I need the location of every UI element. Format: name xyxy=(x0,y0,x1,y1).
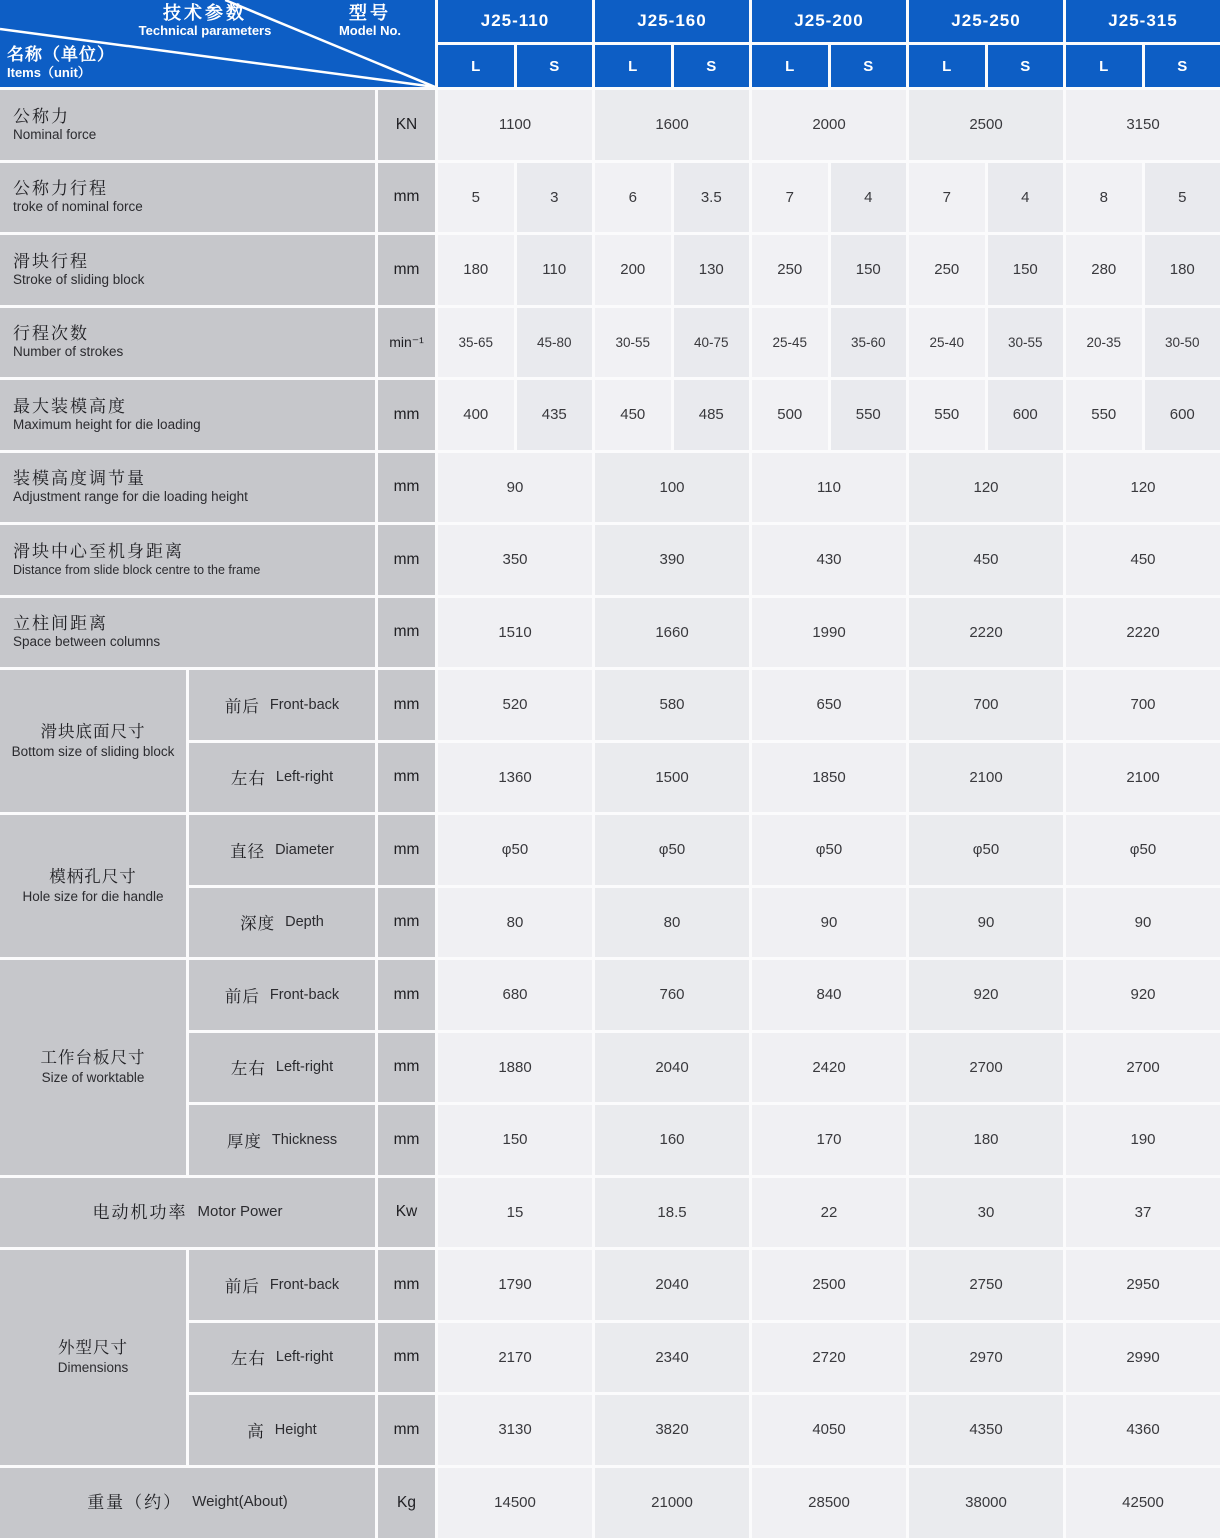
group-label-en: Hole size for die handle xyxy=(22,888,164,904)
value-cell: 18.5 xyxy=(595,1178,749,1248)
row-label-en: Adjustment range for die loading height xyxy=(13,489,248,505)
value-cell: 28500 xyxy=(752,1468,906,1538)
value-cell: 180 xyxy=(909,1105,1063,1175)
value-cell: 390 xyxy=(595,525,749,595)
value-cell: 3150 xyxy=(1066,90,1220,160)
model-no-zh: 型号 xyxy=(349,3,391,23)
row-sublabel-zh: 直径 xyxy=(230,842,266,861)
value-cell: 600 xyxy=(988,380,1064,450)
row-label-zh: 电动机功率 xyxy=(92,1202,188,1222)
row-sublabel-en: Thickness xyxy=(271,1131,338,1148)
row-label xyxy=(0,1468,375,1538)
value-cell: 20-35 xyxy=(1066,308,1142,378)
group-label-en: Bottom size of sliding block xyxy=(11,743,175,759)
value-cell: 4050 xyxy=(752,1395,906,1465)
row-label xyxy=(0,1178,375,1248)
unit-cell: mm xyxy=(378,1250,435,1320)
corner-items-unit xyxy=(7,45,115,81)
unit-cell: mm xyxy=(378,670,435,740)
unit-cell: mm xyxy=(378,453,435,523)
value-cell: 250 xyxy=(752,235,828,305)
technical-parameters-zh: 技术参数 xyxy=(163,3,247,23)
row-label-en: Number of strokes xyxy=(13,344,124,360)
unit-cell: KN xyxy=(378,90,435,160)
value-cell: 2720 xyxy=(752,1323,906,1393)
value-cell: 1500 xyxy=(595,743,749,813)
row-label-en: Weight(About) xyxy=(192,1493,288,1511)
group-label-en: Dimensions xyxy=(57,1360,129,1376)
row-sublabel xyxy=(189,888,375,958)
row-sublabel xyxy=(189,743,375,813)
value-cell: 760 xyxy=(595,960,749,1030)
value-cell: 2040 xyxy=(595,1250,749,1320)
value-cell: 280 xyxy=(1066,235,1142,305)
row-label-zh: 滑块中心至机身距离 xyxy=(13,542,184,562)
value-cell: 120 xyxy=(909,453,1063,523)
row-sublabel-en: Left-right xyxy=(275,1059,334,1076)
value-cell: 200 xyxy=(595,235,671,305)
unit-cell: mm xyxy=(378,1323,435,1393)
value-cell: 1790 xyxy=(438,1250,592,1320)
value-cell: 90 xyxy=(752,888,906,958)
value-cell: 435 xyxy=(517,380,593,450)
value-cell: 30-50 xyxy=(1145,308,1220,378)
row-label xyxy=(0,525,375,595)
row-sublabel xyxy=(189,1250,375,1320)
corner-model-no xyxy=(315,3,425,39)
unit-cell: mm xyxy=(378,380,435,450)
row-sublabel-zh: 左右 xyxy=(230,1060,266,1079)
value-cell: 150 xyxy=(988,235,1064,305)
value-cell: 2750 xyxy=(909,1250,1063,1320)
value-cell: 920 xyxy=(1066,960,1220,1030)
value-cell: 21000 xyxy=(595,1468,749,1538)
value-cell: 450 xyxy=(909,525,1063,595)
value-cell: 2100 xyxy=(1066,743,1220,813)
column-header-model: J25-315 xyxy=(1066,0,1220,42)
value-cell: 35-65 xyxy=(438,308,514,378)
value-cell: 30-55 xyxy=(988,308,1064,378)
value-cell: 2420 xyxy=(752,1033,906,1103)
value-cell: 650 xyxy=(752,670,906,740)
unit-cell: mm xyxy=(378,960,435,1030)
row-sublabel-zh: 前后 xyxy=(224,697,260,716)
unit-cell: mm xyxy=(378,163,435,233)
unit-cell: mm xyxy=(378,888,435,958)
value-cell: 170 xyxy=(752,1105,906,1175)
row-label xyxy=(0,90,375,160)
value-cell: 90 xyxy=(438,453,592,523)
value-cell: 3 xyxy=(517,163,593,233)
unit-cell: mm xyxy=(378,743,435,813)
row-label-zh: 行程次数 xyxy=(13,324,89,344)
value-cell: 550 xyxy=(1066,380,1142,450)
value-cell: 2220 xyxy=(1066,598,1220,668)
value-cell: 37 xyxy=(1066,1178,1220,1248)
row-label-zh: 重量（约） xyxy=(87,1493,183,1513)
row-label xyxy=(0,380,375,450)
row-label xyxy=(0,235,375,305)
value-cell: 180 xyxy=(1145,235,1220,305)
row-sublabel-en: Diameter xyxy=(275,841,334,858)
value-cell: 500 xyxy=(752,380,828,450)
value-cell: φ50 xyxy=(909,815,1063,885)
row-label-en: Nominal force xyxy=(13,126,97,142)
value-cell: 920 xyxy=(909,960,1063,1030)
value-cell: 120 xyxy=(1066,453,1220,523)
group-label-zh: 模柄孔尺寸 xyxy=(49,867,137,886)
value-cell: 35-60 xyxy=(831,308,907,378)
value-cell: 80 xyxy=(438,888,592,958)
value-cell: 2500 xyxy=(909,90,1063,160)
row-sublabel xyxy=(189,1033,375,1103)
model-no-en: Model No. xyxy=(338,22,402,38)
unit-cell: mm xyxy=(378,1105,435,1175)
row-sublabel-zh: 前后 xyxy=(224,987,260,1006)
unit-cell: mm xyxy=(378,525,435,595)
value-cell: 110 xyxy=(517,235,593,305)
row-sublabel-en: Front-back xyxy=(269,696,340,713)
row-sublabel-en: Depth xyxy=(285,914,324,931)
value-cell: 30-55 xyxy=(595,308,671,378)
value-cell: 1880 xyxy=(438,1033,592,1103)
value-cell: 350 xyxy=(438,525,592,595)
value-cell: 2950 xyxy=(1066,1250,1220,1320)
row-sublabel-zh: 前后 xyxy=(224,1277,260,1296)
unit-cell: mm xyxy=(378,1033,435,1103)
technical-parameters-en: Technical parameters xyxy=(138,22,272,38)
row-label-zh: 立柱间距离 xyxy=(13,614,108,634)
value-cell: 250 xyxy=(909,235,985,305)
row-sublabel xyxy=(189,1395,375,1465)
group-label-en: Size of worktable xyxy=(41,1070,145,1086)
value-cell: 15 xyxy=(438,1178,592,1248)
row-label-en: Maximum height for die loading xyxy=(13,416,201,432)
value-cell: 90 xyxy=(909,888,1063,958)
row-sublabel-en: Front-back xyxy=(269,986,340,1003)
value-cell: 700 xyxy=(909,670,1063,740)
value-cell: 1660 xyxy=(595,598,749,668)
value-cell: 150 xyxy=(438,1105,592,1175)
value-cell: 22 xyxy=(752,1178,906,1248)
items-unit-zh: 名称（单位） xyxy=(7,45,115,64)
row-label-zh: 公称力 xyxy=(13,106,70,126)
row-sublabel-zh: 厚度 xyxy=(226,1132,262,1151)
row-label-en: Motor Power xyxy=(197,1202,283,1220)
value-cell: 5 xyxy=(1145,163,1220,233)
value-cell: 485 xyxy=(674,380,750,450)
value-cell: 2340 xyxy=(595,1323,749,1393)
value-cell: 550 xyxy=(831,380,907,450)
value-cell: 160 xyxy=(595,1105,749,1175)
row-sublabel-zh: 深度 xyxy=(240,915,276,934)
value-cell: 1510 xyxy=(438,598,592,668)
row-label-zh: 装模高度调节量 xyxy=(13,469,146,489)
row-sublabel-zh: 高 xyxy=(247,1422,265,1441)
value-cell: 1850 xyxy=(752,743,906,813)
row-label-en: Space between columns xyxy=(13,634,161,650)
unit-cell: mm xyxy=(378,1395,435,1465)
value-cell: 4 xyxy=(831,163,907,233)
value-cell: 700 xyxy=(1066,670,1220,740)
value-cell: 100 xyxy=(595,453,749,523)
value-cell: 5 xyxy=(438,163,514,233)
column-header-ls: L xyxy=(752,45,828,87)
column-header-ls: S xyxy=(831,45,907,87)
row-sublabel-en: Left-right xyxy=(275,1349,334,1366)
row-sublabel xyxy=(189,1105,375,1175)
value-cell: 150 xyxy=(831,235,907,305)
column-header-ls: L xyxy=(595,45,671,87)
header-corner xyxy=(0,0,435,87)
row-label-en: troke of nominal force xyxy=(13,199,143,215)
row-sublabel xyxy=(189,670,375,740)
row-label xyxy=(0,453,375,523)
value-cell: 680 xyxy=(438,960,592,1030)
value-cell: 80 xyxy=(595,888,749,958)
value-cell: φ50 xyxy=(438,815,592,885)
unit-cell: mm xyxy=(378,815,435,885)
value-cell: 7 xyxy=(909,163,985,233)
value-cell: 3820 xyxy=(595,1395,749,1465)
row-label-en: Distance from slide block centre to the frame xyxy=(13,562,261,577)
value-cell: 2000 xyxy=(752,90,906,160)
value-cell: 450 xyxy=(1066,525,1220,595)
row-label-zh: 滑块行程 xyxy=(13,251,89,271)
value-cell: 42500 xyxy=(1066,1468,1220,1538)
row-label xyxy=(0,308,375,378)
value-cell: 400 xyxy=(438,380,514,450)
row-label-zh: 公称力行程 xyxy=(13,179,108,199)
value-cell: 25-45 xyxy=(752,308,828,378)
value-cell: 190 xyxy=(1066,1105,1220,1175)
value-cell: φ50 xyxy=(752,815,906,885)
value-cell: 7 xyxy=(752,163,828,233)
group-label-zh: 滑块底面尺寸 xyxy=(40,722,146,741)
value-cell: 2990 xyxy=(1066,1323,1220,1393)
value-cell: 40-75 xyxy=(674,308,750,378)
row-sublabel-en: Height xyxy=(274,1421,317,1438)
value-cell: 4 xyxy=(988,163,1064,233)
value-cell: φ50 xyxy=(1066,815,1220,885)
value-cell: 45-80 xyxy=(517,308,593,378)
unit-cell: min⁻¹ xyxy=(378,308,435,378)
value-cell: 25-40 xyxy=(909,308,985,378)
value-cell: 1600 xyxy=(595,90,749,160)
value-cell: 2170 xyxy=(438,1323,592,1393)
corner-technical-parameters xyxy=(92,3,318,39)
value-cell: 130 xyxy=(674,235,750,305)
row-label-en: Stroke of sliding block xyxy=(13,271,145,287)
row-sublabel-zh: 左右 xyxy=(230,1350,266,1369)
row-sublabel xyxy=(189,815,375,885)
value-cell: 3130 xyxy=(438,1395,592,1465)
value-cell: 38000 xyxy=(909,1468,1063,1538)
column-header-ls: S xyxy=(517,45,593,87)
row-label xyxy=(0,598,375,668)
unit-cell: mm xyxy=(378,235,435,305)
row-sublabel xyxy=(189,1323,375,1393)
unit-cell: mm xyxy=(378,598,435,668)
value-cell: 520 xyxy=(438,670,592,740)
value-cell: 450 xyxy=(595,380,671,450)
column-header-model: J25-200 xyxy=(752,0,906,42)
row-sublabel-zh: 左右 xyxy=(230,770,266,789)
group-label xyxy=(0,960,186,1175)
row-sublabel xyxy=(189,960,375,1030)
value-cell: 6 xyxy=(595,163,671,233)
value-cell: 3.5 xyxy=(674,163,750,233)
value-cell: 30 xyxy=(909,1178,1063,1248)
value-cell: 90 xyxy=(1066,888,1220,958)
column-header-ls: L xyxy=(438,45,514,87)
group-label xyxy=(0,1250,186,1465)
value-cell: 8 xyxy=(1066,163,1142,233)
group-label xyxy=(0,670,186,812)
row-label-zh: 最大装模高度 xyxy=(13,396,127,416)
value-cell: 600 xyxy=(1145,380,1220,450)
value-cell: 430 xyxy=(752,525,906,595)
value-cell: 1100 xyxy=(438,90,592,160)
column-header-ls: S xyxy=(1145,45,1220,87)
column-header-ls: S xyxy=(674,45,750,87)
row-sublabel-en: Front-back xyxy=(269,1276,340,1293)
items-unit-en: Items（unit） xyxy=(7,65,91,81)
column-header-model: J25-250 xyxy=(909,0,1063,42)
unit-cell: Kg xyxy=(378,1468,435,1538)
value-cell: 4360 xyxy=(1066,1395,1220,1465)
group-label-zh: 外型尺寸 xyxy=(58,1338,128,1357)
group-label-zh: 工作台板尺寸 xyxy=(40,1048,146,1067)
value-cell: 1990 xyxy=(752,598,906,668)
value-cell: 2220 xyxy=(909,598,1063,668)
value-cell: 2040 xyxy=(595,1033,749,1103)
column-header-model: J25-160 xyxy=(595,0,749,42)
value-cell: φ50 xyxy=(595,815,749,885)
value-cell: 14500 xyxy=(438,1468,592,1538)
value-cell: 2700 xyxy=(909,1033,1063,1103)
value-cell: 2970 xyxy=(909,1323,1063,1393)
value-cell: 2100 xyxy=(909,743,1063,813)
value-cell: 1360 xyxy=(438,743,592,813)
value-cell: 2500 xyxy=(752,1250,906,1320)
value-cell: 580 xyxy=(595,670,749,740)
value-cell: 180 xyxy=(438,235,514,305)
value-cell: 2700 xyxy=(1066,1033,1220,1103)
value-cell: 4350 xyxy=(909,1395,1063,1465)
row-label xyxy=(0,163,375,233)
column-header-ls: S xyxy=(988,45,1064,87)
column-header-model: J25-110 xyxy=(438,0,592,42)
unit-cell: Kw xyxy=(378,1178,435,1248)
column-header-ls: L xyxy=(909,45,985,87)
group-label xyxy=(0,815,186,957)
value-cell: 110 xyxy=(752,453,906,523)
column-header-ls: L xyxy=(1066,45,1142,87)
value-cell: 550 xyxy=(909,380,985,450)
row-sublabel-en: Left-right xyxy=(275,769,334,786)
value-cell: 840 xyxy=(752,960,906,1030)
